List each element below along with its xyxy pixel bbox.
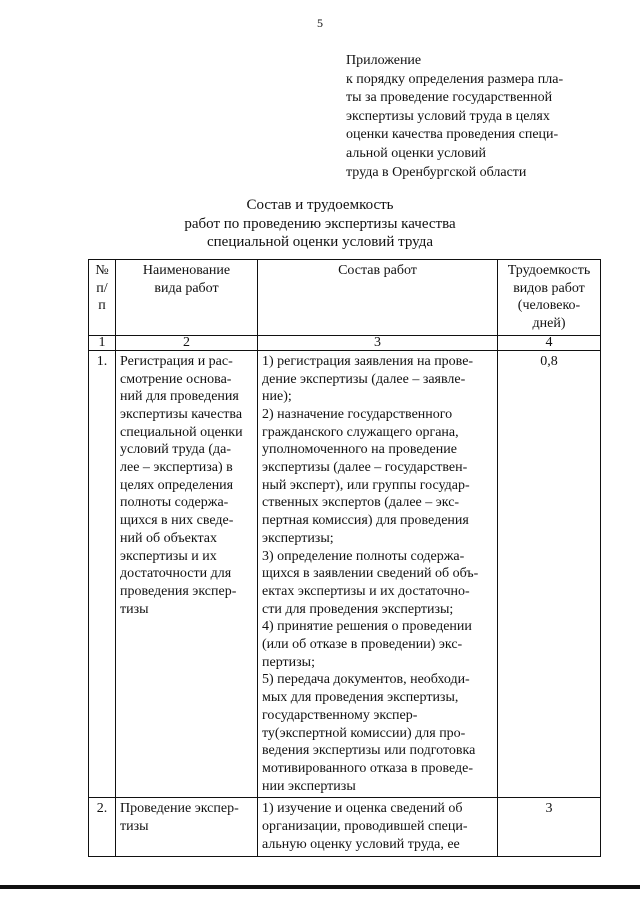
- header-work-composition: [258, 260, 498, 336]
- column-number: 3: [258, 335, 498, 350]
- row-number: 1.: [89, 350, 116, 798]
- appendix-line: альной оценки условий: [346, 145, 486, 161]
- cell-line: 5) передача документов, необходи-: [262, 672, 470, 688]
- title-line: работ по проведению экспертизы качества: [184, 215, 456, 232]
- cell-line: 3) определение полноты содержа-: [262, 548, 465, 564]
- cell-line: ний об объектах: [120, 530, 217, 546]
- cell-line: экспертизы (далее – государствен-: [262, 460, 468, 476]
- appendix-line: труда в Оренбургской области: [346, 164, 527, 180]
- cell-line: мых для проведения экспертизы,: [262, 690, 459, 706]
- cell-line: пертная комиссия) для проведения: [262, 513, 469, 529]
- work-type-cell: [116, 350, 258, 798]
- cell-line: тизы: [120, 819, 149, 835]
- cell-line: мотивированного отказа в проведе-: [262, 760, 474, 776]
- cell-line: 1) регистрация заявления на прове-: [262, 353, 474, 369]
- cell-line: полноты содержа-: [120, 495, 229, 511]
- header-line: Трудоемкость: [507, 263, 591, 278]
- work-type-cell: [116, 798, 258, 856]
- appendix-line: ты за проведение государственной: [346, 90, 553, 106]
- header-line: дней): [532, 316, 566, 332]
- header-number: [89, 260, 116, 336]
- cell-line: ственных экспертов (далее – экс-: [262, 495, 460, 511]
- document-title: [0, 196, 640, 252]
- cell-line: проведения экспер-: [120, 583, 237, 599]
- table-row: [89, 350, 601, 798]
- cell-line: ектах экспертизы и их достаточно-: [262, 583, 470, 599]
- appendix-line: Приложение: [346, 53, 422, 68]
- works-table: [88, 259, 601, 857]
- cell-line: ние);: [262, 389, 292, 405]
- cell-line: организации, проводившей специ-: [262, 819, 468, 835]
- work-composition-cell: [258, 350, 498, 798]
- cell-line: лее – экспертиза) в: [120, 460, 233, 476]
- appendix-line: к порядку определения размера пла-: [346, 71, 564, 87]
- cell-line: альную оценку условий труда, ее: [262, 836, 460, 852]
- bottom-rule: [0, 885, 640, 889]
- header-line: вида работ: [154, 280, 219, 296]
- row-number: 2.: [89, 798, 116, 856]
- labor-cell: 3: [498, 798, 601, 856]
- cell-line: сти для проведения экспертизы;: [262, 601, 454, 617]
- cell-line: тизы: [120, 601, 149, 617]
- header-line: Состав работ: [338, 263, 417, 278]
- cell-line: смотрение основа-: [120, 371, 232, 387]
- cell-line: щихся в них сведе-: [120, 513, 234, 529]
- column-number: 1: [89, 335, 116, 350]
- cell-line: целях определения: [120, 477, 234, 493]
- appendix-header: [346, 52, 616, 182]
- cell-line: 4) принятие решения о проведении: [262, 619, 472, 635]
- cell-line: уполномоченного на проведение: [262, 442, 457, 458]
- cell-line: нии экспертизы: [262, 778, 356, 794]
- labor-cell: 0,8: [498, 350, 601, 798]
- column-numbers-row: [89, 335, 601, 350]
- cell-line: экспертизы качества: [120, 406, 243, 422]
- cell-line: специальной оценки: [120, 424, 243, 440]
- cell-line: достаточности для: [120, 566, 232, 582]
- column-number: 4: [498, 335, 601, 350]
- cell-line: экспертизы и их: [120, 548, 217, 564]
- cell-line: Регистрация и рас-: [120, 353, 233, 369]
- cell-line: (или об отказе в проведении) экс-: [262, 637, 463, 653]
- header-line: видов работ: [513, 280, 585, 296]
- cell-line: ный эксперт), или группы государ-: [262, 477, 470, 493]
- cell-line: дение экспертизы (далее – заявле-: [262, 371, 466, 387]
- table-header-row: [89, 260, 601, 336]
- header-line: п/п: [96, 280, 108, 314]
- cell-line: 2) назначение государственного: [262, 406, 453, 422]
- cell-line: экспертизы;: [262, 530, 334, 546]
- cell-line: условий труда (да-: [120, 442, 232, 458]
- cell-line: ведения экспертизы или подготовка: [262, 743, 476, 759]
- cell-line: пертизы;: [262, 654, 315, 670]
- column-number: 2: [116, 335, 258, 350]
- cell-line: 1) изучение и оценка сведений об: [262, 801, 463, 817]
- title-line: специальной оценки условий труда: [206, 234, 433, 250]
- appendix-line: оценки качества проведения специ-: [346, 127, 559, 143]
- title-line: Состав и трудоемкость: [246, 197, 394, 213]
- header-line: Наименование: [142, 263, 231, 278]
- cell-line: гражданского служащего органа,: [262, 424, 459, 440]
- header-line: №: [95, 263, 109, 278]
- header-labor: [498, 260, 601, 336]
- page-number: 5: [317, 16, 323, 30]
- cell-line: государственному экспер-: [262, 707, 418, 723]
- cell-line: ту(экспертной комиссии) для про-: [262, 725, 466, 741]
- appendix-line: экспертизы условий труда в целях: [346, 108, 550, 124]
- table-row: [89, 798, 601, 856]
- cell-line: щихся в заявлении сведений об объ-: [262, 566, 479, 582]
- header-line: (человеко-: [517, 298, 581, 314]
- work-composition-cell: [258, 798, 498, 856]
- cell-line: ний для проведения: [120, 389, 239, 405]
- cell-line: Проведение экспер-: [120, 801, 239, 817]
- header-work-type: [116, 260, 258, 336]
